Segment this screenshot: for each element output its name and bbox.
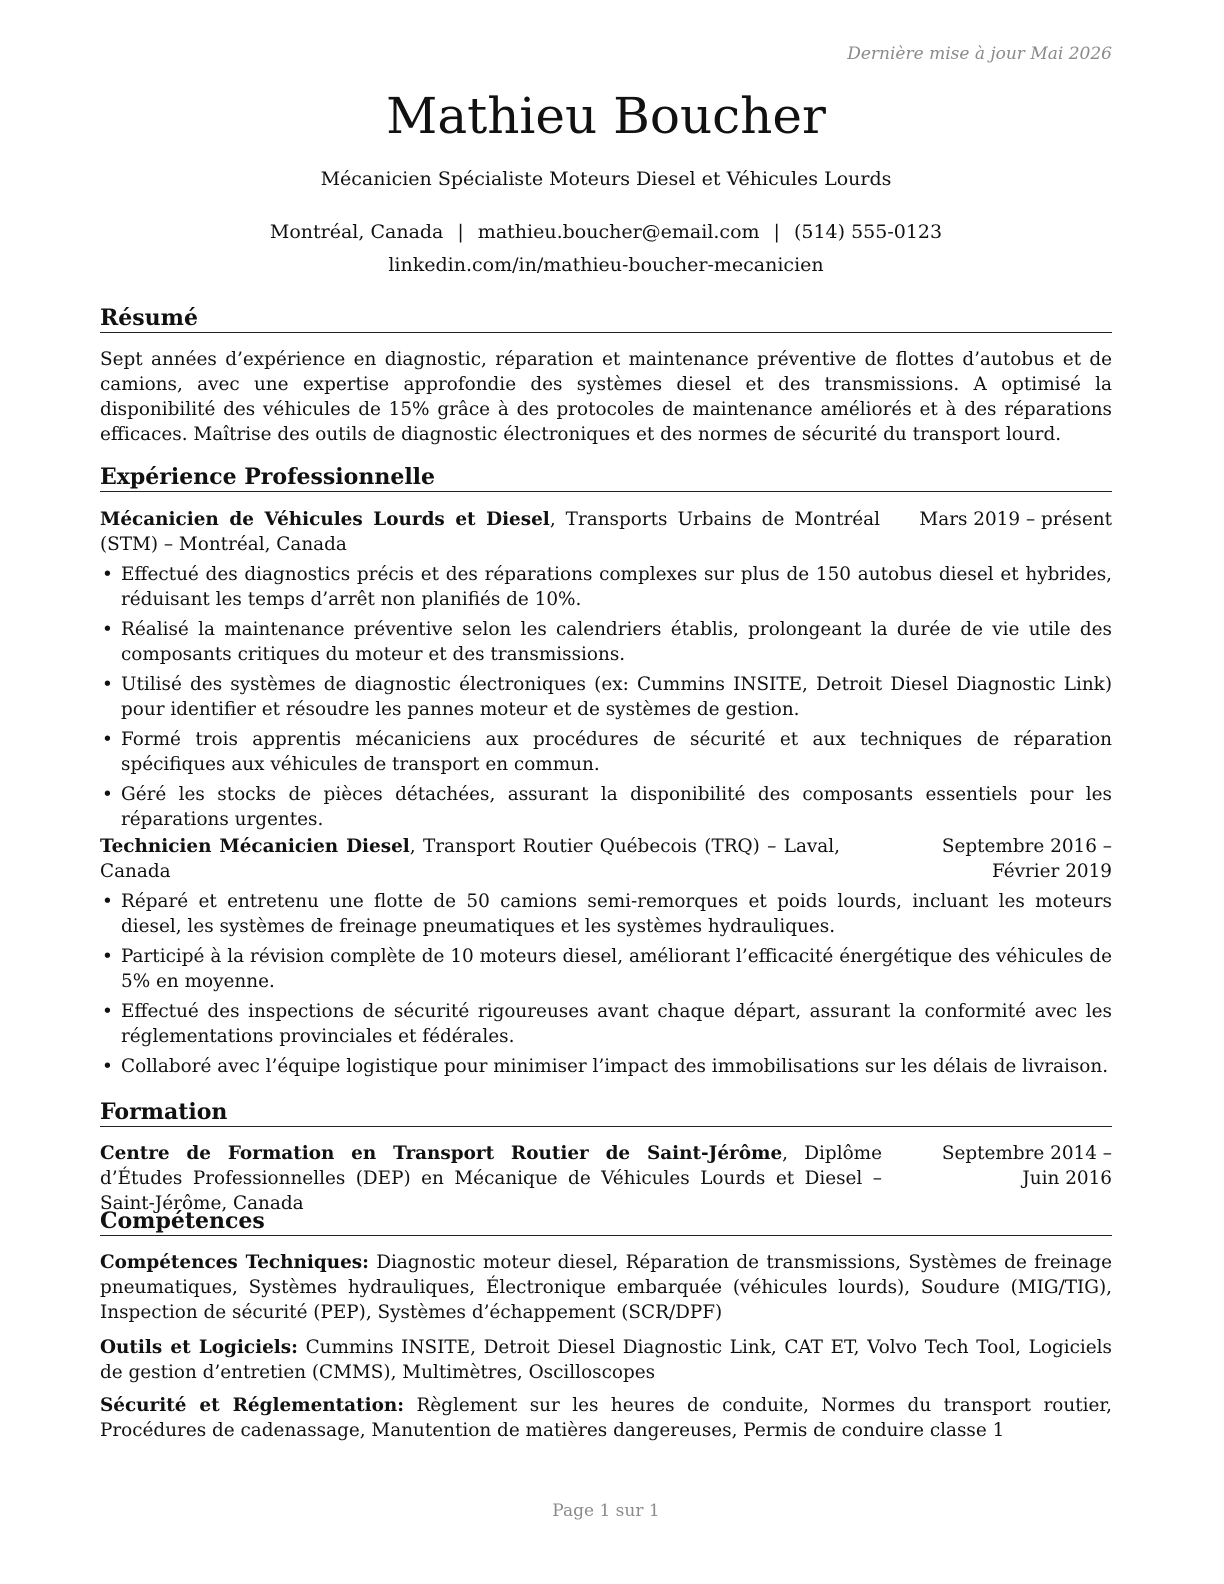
list-item [100, 672, 1112, 722]
job-heading [100, 507, 880, 557]
bullet-text: Réalisé la maintenance préventive selon les calendriers établis, prolongeant la durée de vie utile des composants critiques du moteur et des transmissions. [121, 619, 1112, 665]
contact-line [100, 219, 1112, 245]
education-dates: Septembre 2014 – Juin 2016 [941, 1143, 1112, 1189]
contact-separator: | [773, 221, 780, 243]
last-updated: Dernière mise à jour Mai 2026 [847, 44, 1112, 64]
degree: , Diplôme d’Études Professionnelles (DEP) en Mécanique de Véhicules Lourds et Diesel – Saint-Jérôme, Canada [100, 1143, 882, 1214]
candidate-name: Mathieu Boucher [386, 87, 826, 145]
bullet-text: Formé trois apprentis mécaniciens aux procédures de sécurité et aux techniques de réparation spécifiques aux véhicules de transport en commun. [121, 729, 1112, 775]
education-heading [100, 1141, 882, 1216]
skill-group [100, 1393, 1112, 1443]
bullet-text: Effectué des diagnostics précis et des réparations complexes sur plus de 150 autobus diesel et hybrides, réduisant les temps d’arrêt non planifiés de 10%. [121, 564, 1112, 610]
bullet-text: Réparé et entretenu une flotte de 50 camions semi-remorques et poids lourds, incluant les moteurs diesel, les systèmes de freinage pneumatiques et les systèmes hydrauliques. [121, 891, 1112, 937]
bullet-icon: • [102, 946, 113, 967]
list-item [100, 999, 1112, 1049]
job-company: , Transports Urbains de Montréal (STM) – Montréal, Canada [100, 509, 880, 555]
bullet-text: Collaboré avec l’équipe logistique pour minimiser l’impact des immobilisations sur les délais de livraison. [121, 1056, 1109, 1077]
bullet-icon: • [102, 564, 113, 585]
job-dates: Septembre 2016 – Février 2019 [941, 836, 1112, 882]
skill-list: Règlement sur les heures de conduite, Normes du transport routier, Procédures de cadenassage, Manutention de matières dangereuses, Permis de conduire classe 1 [100, 1395, 1112, 1441]
skill-list: Diagnostic moteur diesel, Réparation de transmissions, Systèmes de freinage pneumatiques, Systèmes hydrauliques, Électronique embarquée (véhicules lourds), Soudure (MIG/TIG), Inspection de sécurité (PEP), Systèmes d’échappement (SCR/DPF) [100, 1252, 1112, 1323]
job-bullets [100, 562, 1112, 832]
bullet-text: Utilisé des systèmes de diagnostic électroniques (ex: Cummins INSITE, Detroit Diesel Diagnostic Link) pour identifier et résoudre les pannes moteur et de systèmes de gestion. [121, 674, 1112, 720]
bullet-text: Participé à la révision complète de 10 moteurs diesel, améliorant l’efficacité énergétique des véhicules de 5% en moyenne. [121, 946, 1112, 992]
bullet-icon: • [102, 1056, 113, 1077]
list-item [100, 562, 1112, 612]
job-role: Mécanicien de Véhicules Lourds et Diesel [100, 509, 550, 530]
page-number: Page 1 sur 1 [552, 1501, 660, 1521]
education-header [100, 1141, 1112, 1216]
job-bullets [100, 889, 1112, 1079]
bullet-text: Effectué des inspections de sécurité rigoureuses avant chaque départ, assurant la conformité avec les réglementations provinciales et fédérales. [121, 1001, 1112, 1047]
job-header [100, 834, 1112, 884]
bullet-icon: • [102, 729, 113, 750]
resume-page [100, 0, 1112, 1584]
job-company: , Transport Routier Québecois (TRQ) – Laval, Canada [100, 836, 840, 882]
skill-label: Compétences Techniques: [100, 1252, 369, 1273]
skill-label: Outils et Logiciels: [100, 1337, 298, 1358]
contact-location: Montréal, Canada [269, 221, 444, 243]
job-entry [100, 834, 1112, 1084]
skill-group [100, 1250, 1112, 1325]
list-item [100, 782, 1112, 832]
contact-separator: | [457, 221, 464, 243]
section-title-skills: Compétences [100, 1208, 1112, 1236]
summary-text: Sept années d’expérience en diagnostic, réparation et maintenance préventive de flottes d’autobus et de camions, avec une expertise approfondie des systèmes diesel et des transmissions. A optimisé la disponibilité des véhicules de 15% grâce à des protocoles de maintenance améliorés et à des réparations efficaces. Maîtrise des outils de diagnostic électroniques et des normes de sécurité du transport lourd. [100, 349, 1112, 445]
skill-group [100, 1335, 1112, 1385]
job-role: Technicien Mécanicien Diesel [100, 836, 410, 857]
education-entry [100, 1141, 1112, 1216]
job-header [100, 507, 1112, 557]
job-heading [100, 834, 840, 884]
contact-linkedin[interactable]: linkedin.com/in/mathieu-boucher-mecanicien [388, 254, 824, 276]
contact-phone: (514) 555-0123 [793, 221, 943, 243]
job-dates: Mars 2019 – présent [919, 509, 1112, 530]
skill-label: Sécurité et Réglementation: [100, 1395, 404, 1416]
bullet-icon: • [102, 619, 113, 640]
contact-email[interactable]: mathieu.boucher@email.com [477, 221, 760, 243]
bullet-icon: • [102, 1001, 113, 1022]
section-title-education: Formation [100, 1099, 1112, 1127]
list-item [100, 617, 1112, 667]
skill-list: Cummins INSITE, Detroit Diesel Diagnostic Link, CAT ET, Volvo Tech Tool, Logiciels de gestion d’entretien (CMMS), Multimètres, Oscilloscopes [100, 1337, 1112, 1383]
bullet-icon: • [102, 891, 113, 912]
candidate-title: Mécanicien Spécialiste Moteurs Diesel et Véhicules Lourds [320, 168, 892, 190]
list-item [100, 727, 1112, 777]
section-title-summary: Résumé [100, 305, 1112, 333]
list-item [100, 889, 1112, 939]
bullet-text: Géré les stocks de pièces détachées, assurant la disponibilité des composants essentiels pour les réparations urgentes. [121, 784, 1112, 830]
school-name: Centre de Formation en Transport Routier de Saint-Jérôme [100, 1143, 783, 1164]
job-entry [100, 507, 1112, 837]
bullet-icon: • [102, 784, 113, 805]
bullet-icon: • [102, 674, 113, 695]
section-title-experience: Expérience Professionnelle [100, 464, 1112, 492]
list-item [100, 944, 1112, 994]
list-item [100, 1054, 1112, 1079]
